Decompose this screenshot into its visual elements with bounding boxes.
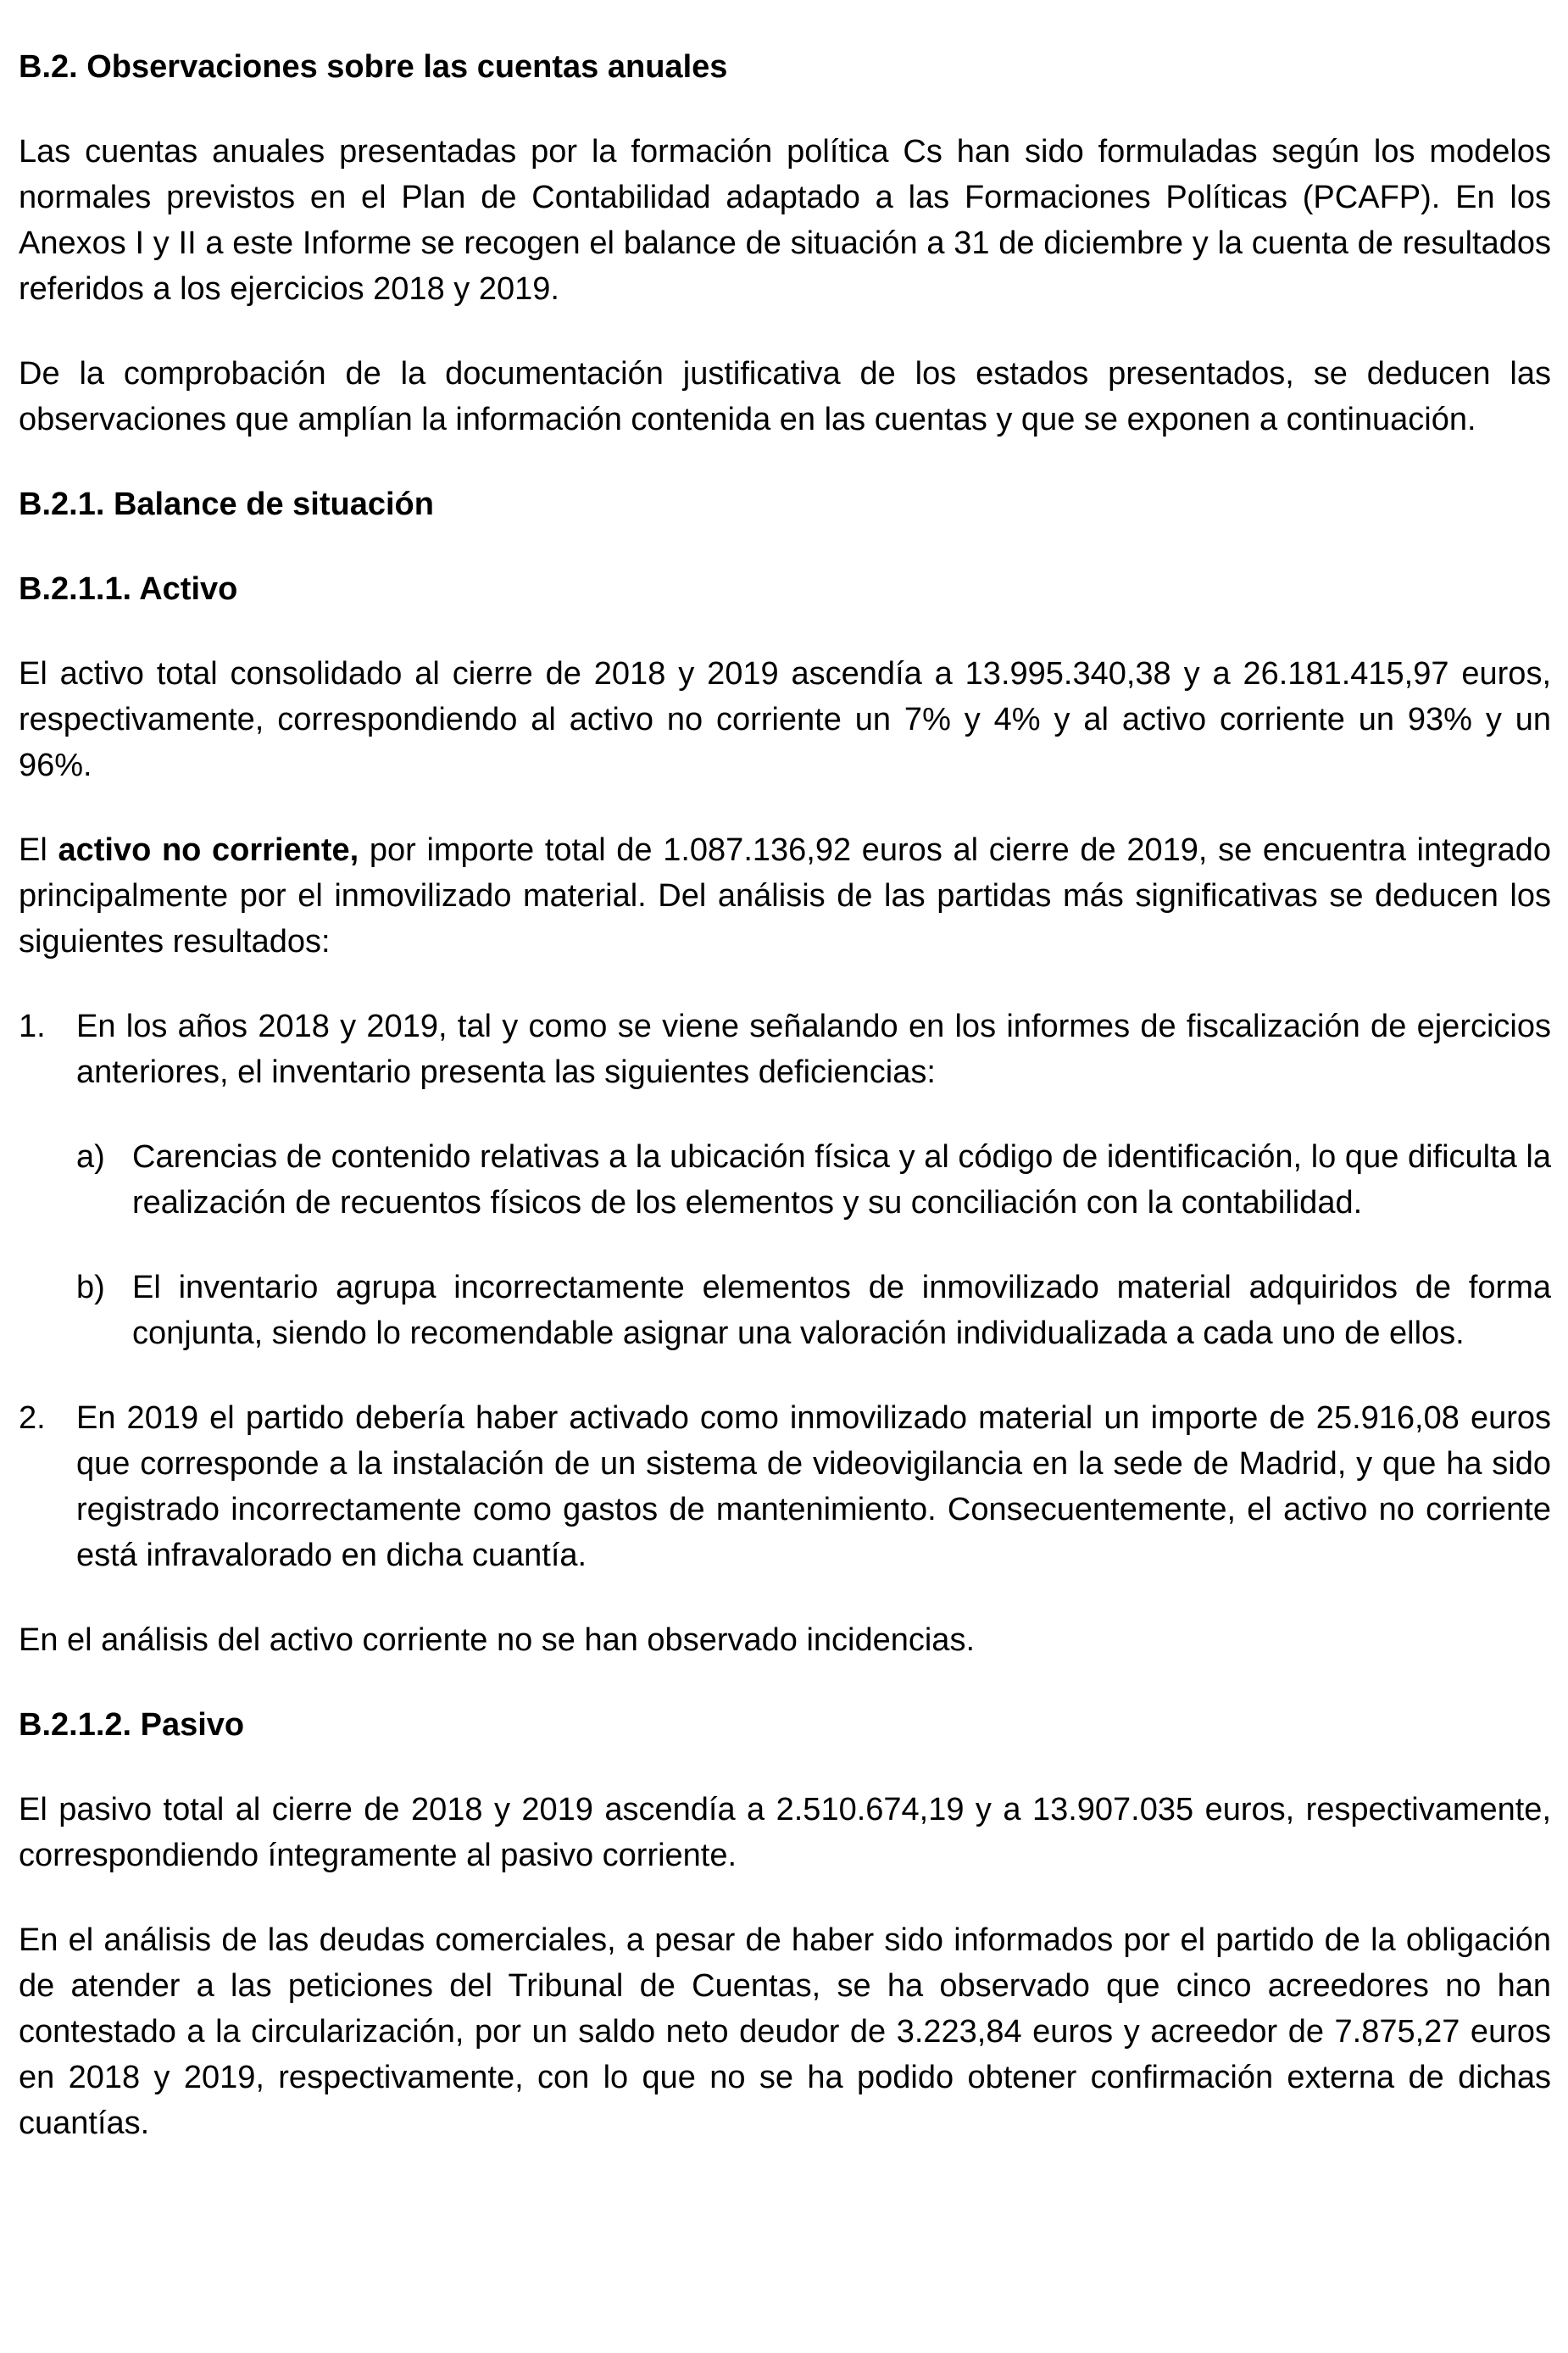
list-item-text: En 2019 el partido debería haber activado como inmovilizado material un importe de 25.916,08 euros que corresponde a la instalación de un sistema de videovigilancia en la sede de Madrid, y que ha sido registrado incorrectamente como gastos de mantenimiento. Consecuentemente, el activo no corriente está infravalorado en dicha cuantía. [76,1400,1551,1573]
activo-total-paragraph: El activo total consolidado al cierre de 2018 y 2019 ascendía a 13.995.340,38 y a 26.181.415,97 euros, respectivamente, correspondiendo al activo no corriente un 7% y 4% y al activo corriente un 93% y un 96%. [19,656,1551,783]
activo-corriente-paragraph: En el análisis del activo corriente no se han observado incidencias. [19,1622,975,1658]
sub-list-item [76,1134,1551,1226]
activo-no-corriente-bold: activo no corriente, [58,832,359,868]
section-heading: B.2. Observaciones sobre las cuentas anuales [19,49,728,85]
deudas-comerciales-paragraph: En el análisis de las deudas comerciales, a pesar de haber sido informados por el partido de la obligación de atender a las peticiones del Tribunal de Cuentas, se ha observado que cinco acreedores no han contestado a la circularización, por un saldo neto deudor de 3.223,84 euros y acreedor de 7.875,27 euros en 2018 y 2019, respectivamente, con lo que no se ha podido obtener confirmación externa de dichas cuantías. [19,1922,1551,2141]
balance-heading: B.2.1. Balance de situación [19,487,434,522]
activo-no-corriente-prefix: El [19,832,58,868]
sub-list-item-marker: a) [76,1139,105,1175]
list-item [19,1004,1551,1095]
pasivo-heading: B.2.1.2. Pasivo [19,1707,245,1743]
intro-paragraph: Las cuentas anuales presentadas por la formación política Cs han sido formuladas según los modelos normales previstos en el Plan de Contabilidad adaptado a las Formaciones Políticas (PCAFP). En los Anexos I y II a este Informe se recogen el balance de situación a 31 de diciembre y la cuenta de resultados referidos a los ejercicios 2018 y 2019. [19,134,1551,307]
activo-no-corriente-paragraph [19,827,1551,965]
sub-list-item-marker: b) [76,1270,105,1305]
sub-list-item [76,1265,1551,1356]
sub-list-item-text: El inventario agrupa incorrectamente elementos de inmovilizado material adquiridos de forma conjunta, siendo lo recomendable asignar una valoración individualizada a cada uno de ellos. [132,1270,1551,1351]
pasivo-total-paragraph: El pasivo total al cierre de 2018 y 2019 ascendía a 2.510.674,19 y a 13.907.035 euros, respectivamente, correspondiendo íntegramente al pasivo corriente. [19,1792,1551,1873]
observations-paragraph: De la comprobación de la documentación justificativa de los estados presentados, se deducen las observaciones que amplían la información contenida en las cuentas y que se exponen a continuación. [19,356,1551,437]
list-item [19,1395,1551,1578]
activo-no-corriente-rest: por importe total de 1.087.136,92 euros al cierre de 2019, se encuentra integrado principalmente por el inmovilizado material. Del análisis de las partidas más significativas se deducen los siguientes resultados: [19,832,1551,960]
list-item-marker: 1. [19,1009,46,1044]
sub-list-item-text: Carencias de contenido relativas a la ubicación física y al código de identificación, lo que dificulta la realización de recuentos físicos de los elementos y su conciliación con la contabilidad. [132,1139,1551,1221]
list-item-marker: 2. [19,1400,46,1436]
document-page [19,44,1551,2185]
list-item-text: En los años 2018 y 2019, tal y como se viene señalando en los informes de fiscalización de ejercicios anteriores, el inventario presenta las siguientes deficiencias: [76,1009,1551,1090]
activo-heading: B.2.1.1. Activo [19,571,238,607]
